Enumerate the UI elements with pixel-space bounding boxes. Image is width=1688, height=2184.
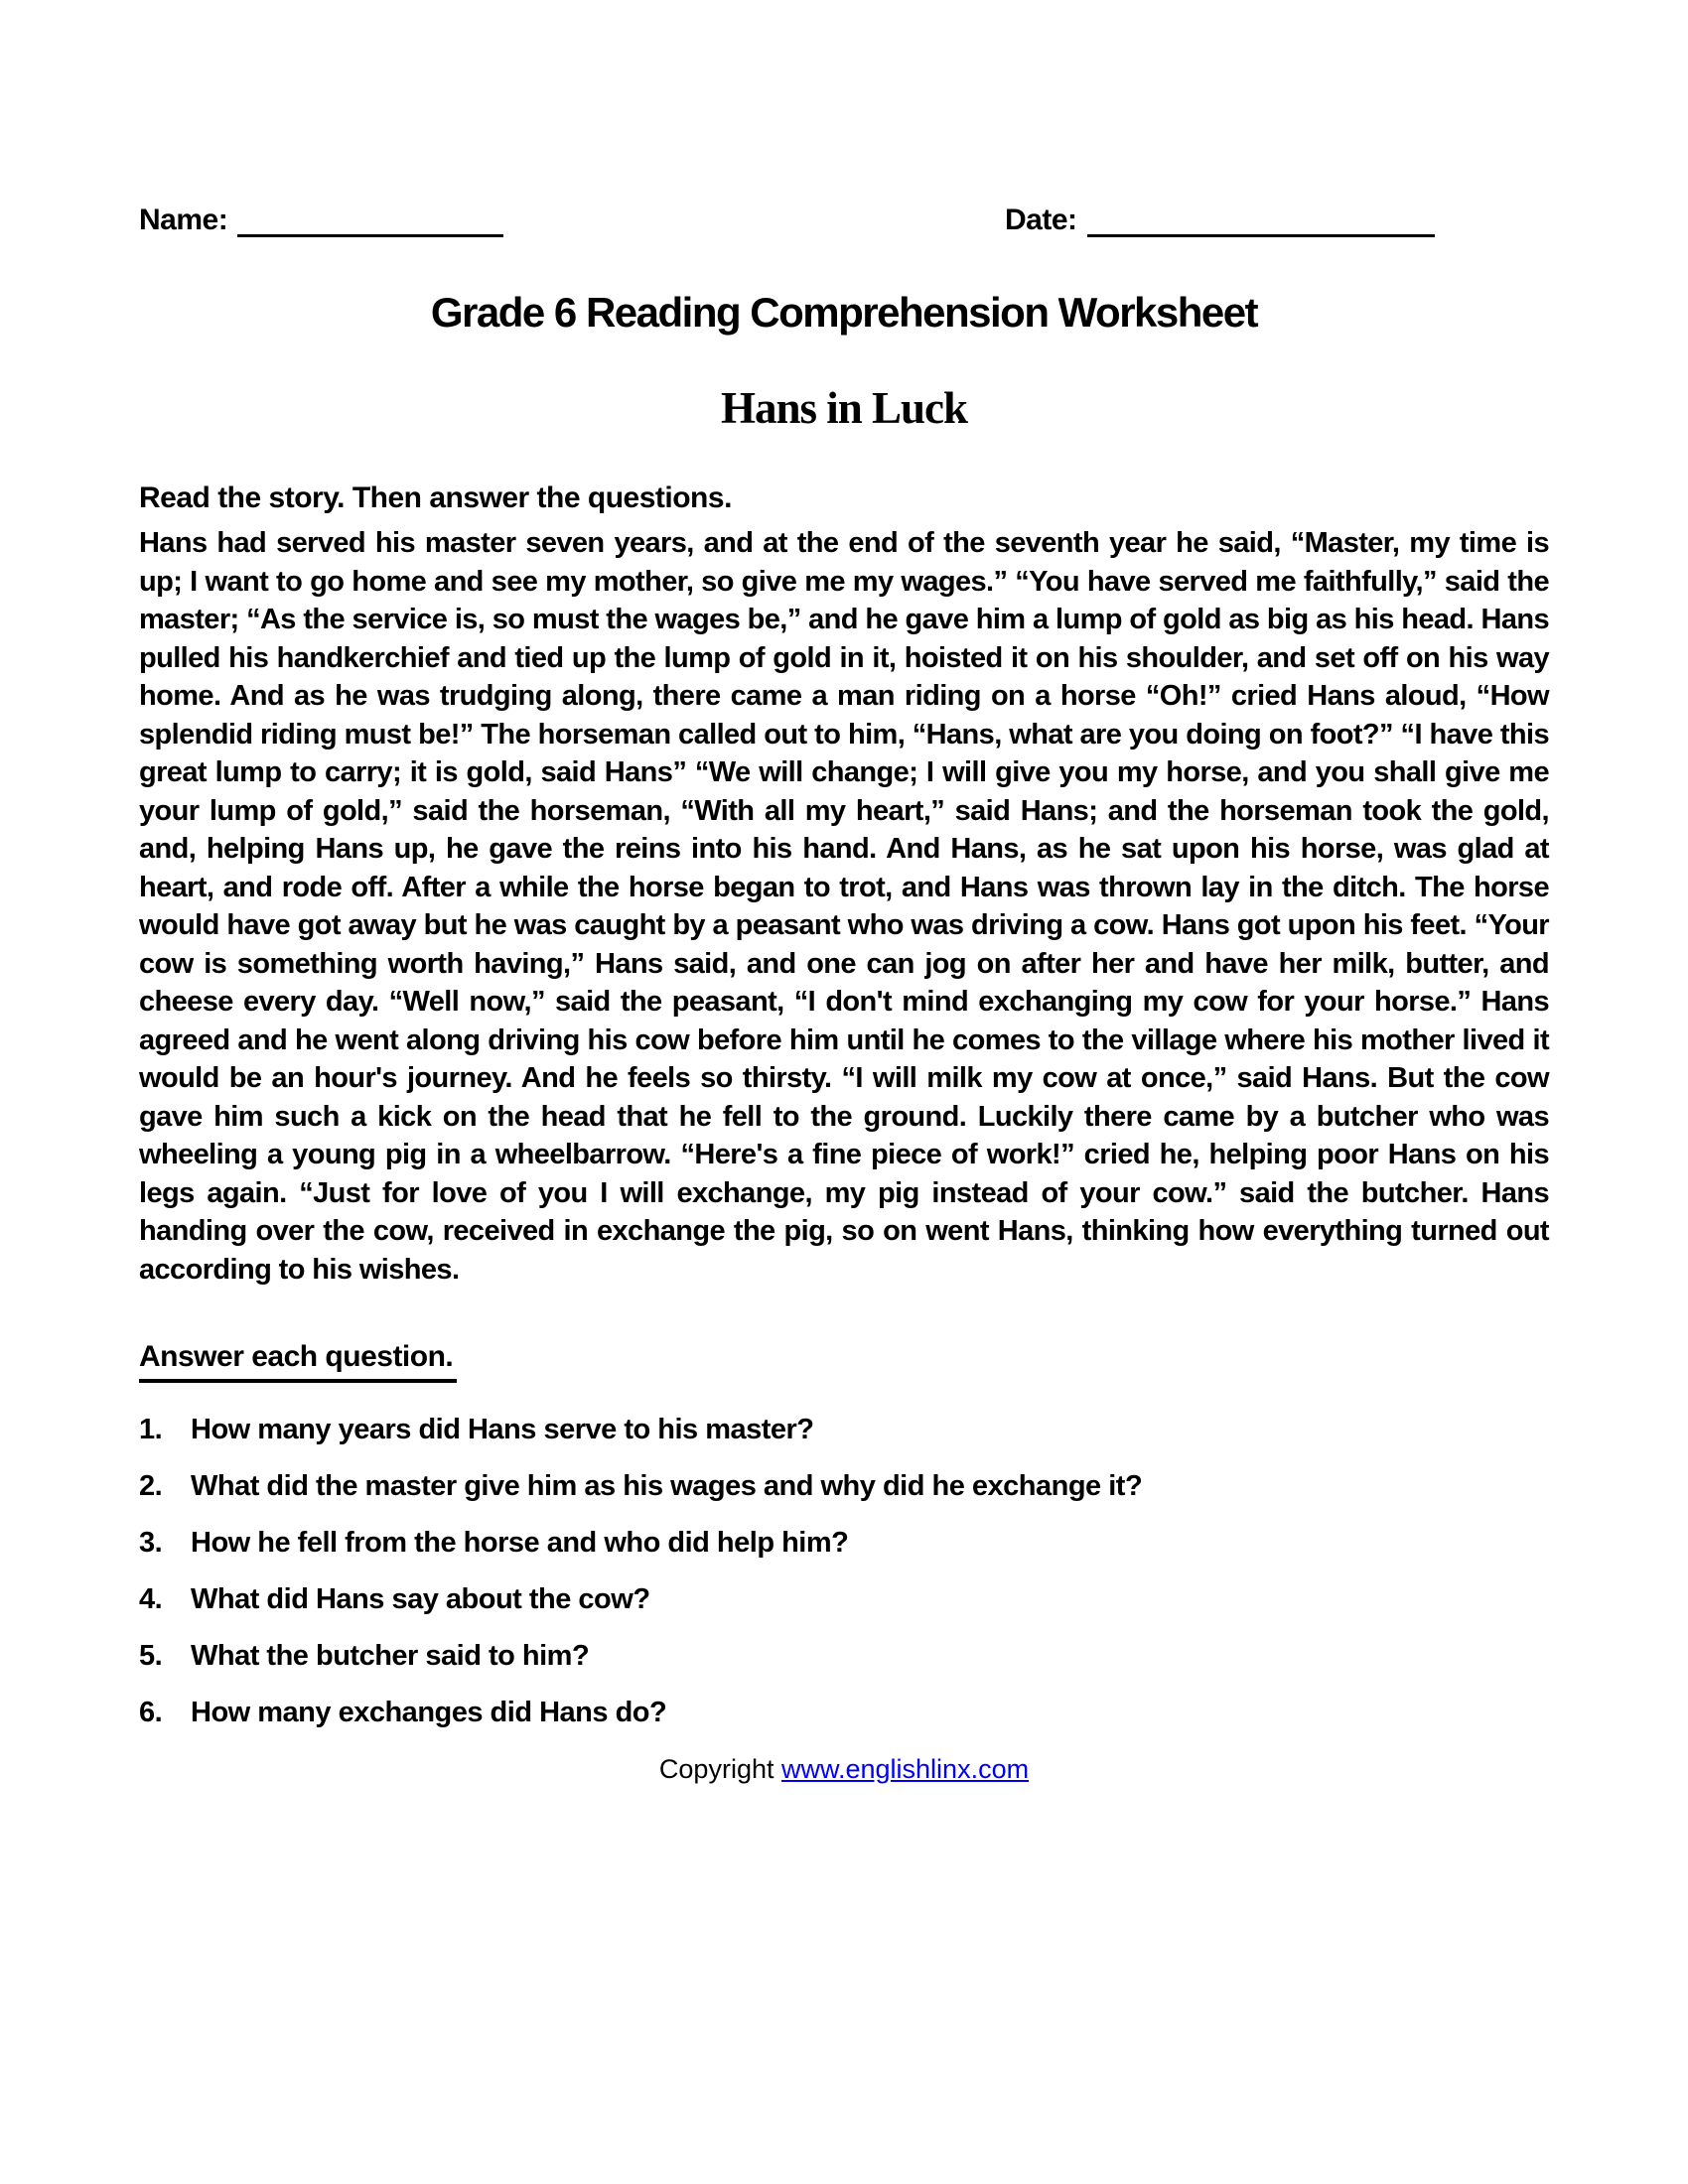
footer — [139, 1754, 1549, 1785]
englishlinx-link[interactable]: www.englishlinx.com — [780, 1754, 1030, 1784]
question-row — [139, 1528, 1549, 1559]
copyright-text: Copyright — [658, 1754, 781, 1784]
question-number: 2. — [139, 1470, 163, 1502]
story-text: Hans had served his master seven years, and at the end of the seventh year he said, “Master, my time is up; I want to go home and see my mother, so give me my wages.” “You have served me faithfully,” said the master; “As the service is, so must the wages be,” and he gave him a lump of gold as big as his head. Hans pulled his handkerchief and tied up the lump of gold in it, hoisted it on his shoulder, and set off on his way home. And as he was trudging along, there came a man riding on a horse “Oh!” cried Hans aloud, “How splendid riding must be!” The horseman called out to him, “Hans, what are you doing on foot?” “I have this great lump to carry; it is gold, said Hans” “We will change; I will give you my horse, and you shall give me your lump of gold,” said the horseman, “With all my heart,” said Hans; and the horseman took the gold, and, helping Hans up, he gave the reins into his hand. And Hans, as he sat upon his horse, was glad at heart, and rode off. After a while the horse began to trot, and Hans was thrown lay in the ditch. The horse would have got away but he was caught by a peasant who was driving a cow. Hans got upon his feet. “Your cow is something worth having,” Hans said, and one can jog on after her and have her milk, butter, and cheese every day. “Well now,” said the peasant, “I don't mind exchanging my cow for your horse.” Hans agreed and he went along driving his cow before him until he comes to the village where his mother lived it would be an hour's journey. And he feels so thirsty. “I will milk my cow at once,” said Hans. But the cow gave him such a kick on the head that he fell to the ground. Luckily there came by a butcher who was wheeling a young pig in a wheelbarrow. “Here's a fine piece of work!” cried he, helping poor Hans on his legs again. “Just for love of you I will exchange, my pig instead of your cow.” said the butcher. Hans handing over the cow, received in exchange the pig, so on went Hans, thinking how everything turned out according to his wishes. — [139, 527, 1549, 1286]
date-label: Date: — [1005, 204, 1077, 236]
question-row — [139, 1471, 1549, 1502]
worksheet-content — [139, 0, 1549, 1785]
question-row — [139, 1641, 1549, 1672]
name-label: Name: — [139, 204, 228, 236]
question-row — [139, 1584, 1549, 1615]
name-input-line[interactable] — [237, 207, 503, 237]
question-text: How he fell from the horse and who did help him? — [191, 1527, 849, 1559]
question-text: How many exchanges did Hans do? — [191, 1697, 667, 1728]
question-text: How many years did Hans serve to his master? — [191, 1414, 814, 1445]
question-number: 1. — [139, 1414, 163, 1445]
question-number: 5. — [139, 1640, 163, 1672]
question-number: 6. — [139, 1697, 163, 1728]
question-number: 4. — [139, 1583, 163, 1615]
worksheet-title: Grade 6 Reading Comprehension Worksheet — [430, 289, 1258, 336]
question-text: What did the master give him as his wages and why did he exchange it? — [191, 1470, 1143, 1502]
question-text: What the butcher said to him? — [191, 1640, 590, 1672]
date-input-line[interactable] — [1087, 207, 1435, 237]
answer-heading-wrap — [139, 1340, 1549, 1383]
story-title: Hans in Luck — [720, 383, 968, 433]
date-field — [1005, 204, 1435, 237]
question-row — [139, 1415, 1549, 1445]
question-row — [139, 1698, 1549, 1728]
instructions-text: Read the story. Then answer the questions. — [139, 481, 732, 514]
questions-list — [139, 1415, 1549, 1728]
name-field — [139, 204, 503, 237]
question-number: 3. — [139, 1527, 163, 1559]
question-text: What did Hans say about the cow? — [191, 1583, 650, 1615]
header-row — [139, 204, 1549, 243]
answer-heading: Answer each question. — [139, 1340, 457, 1383]
